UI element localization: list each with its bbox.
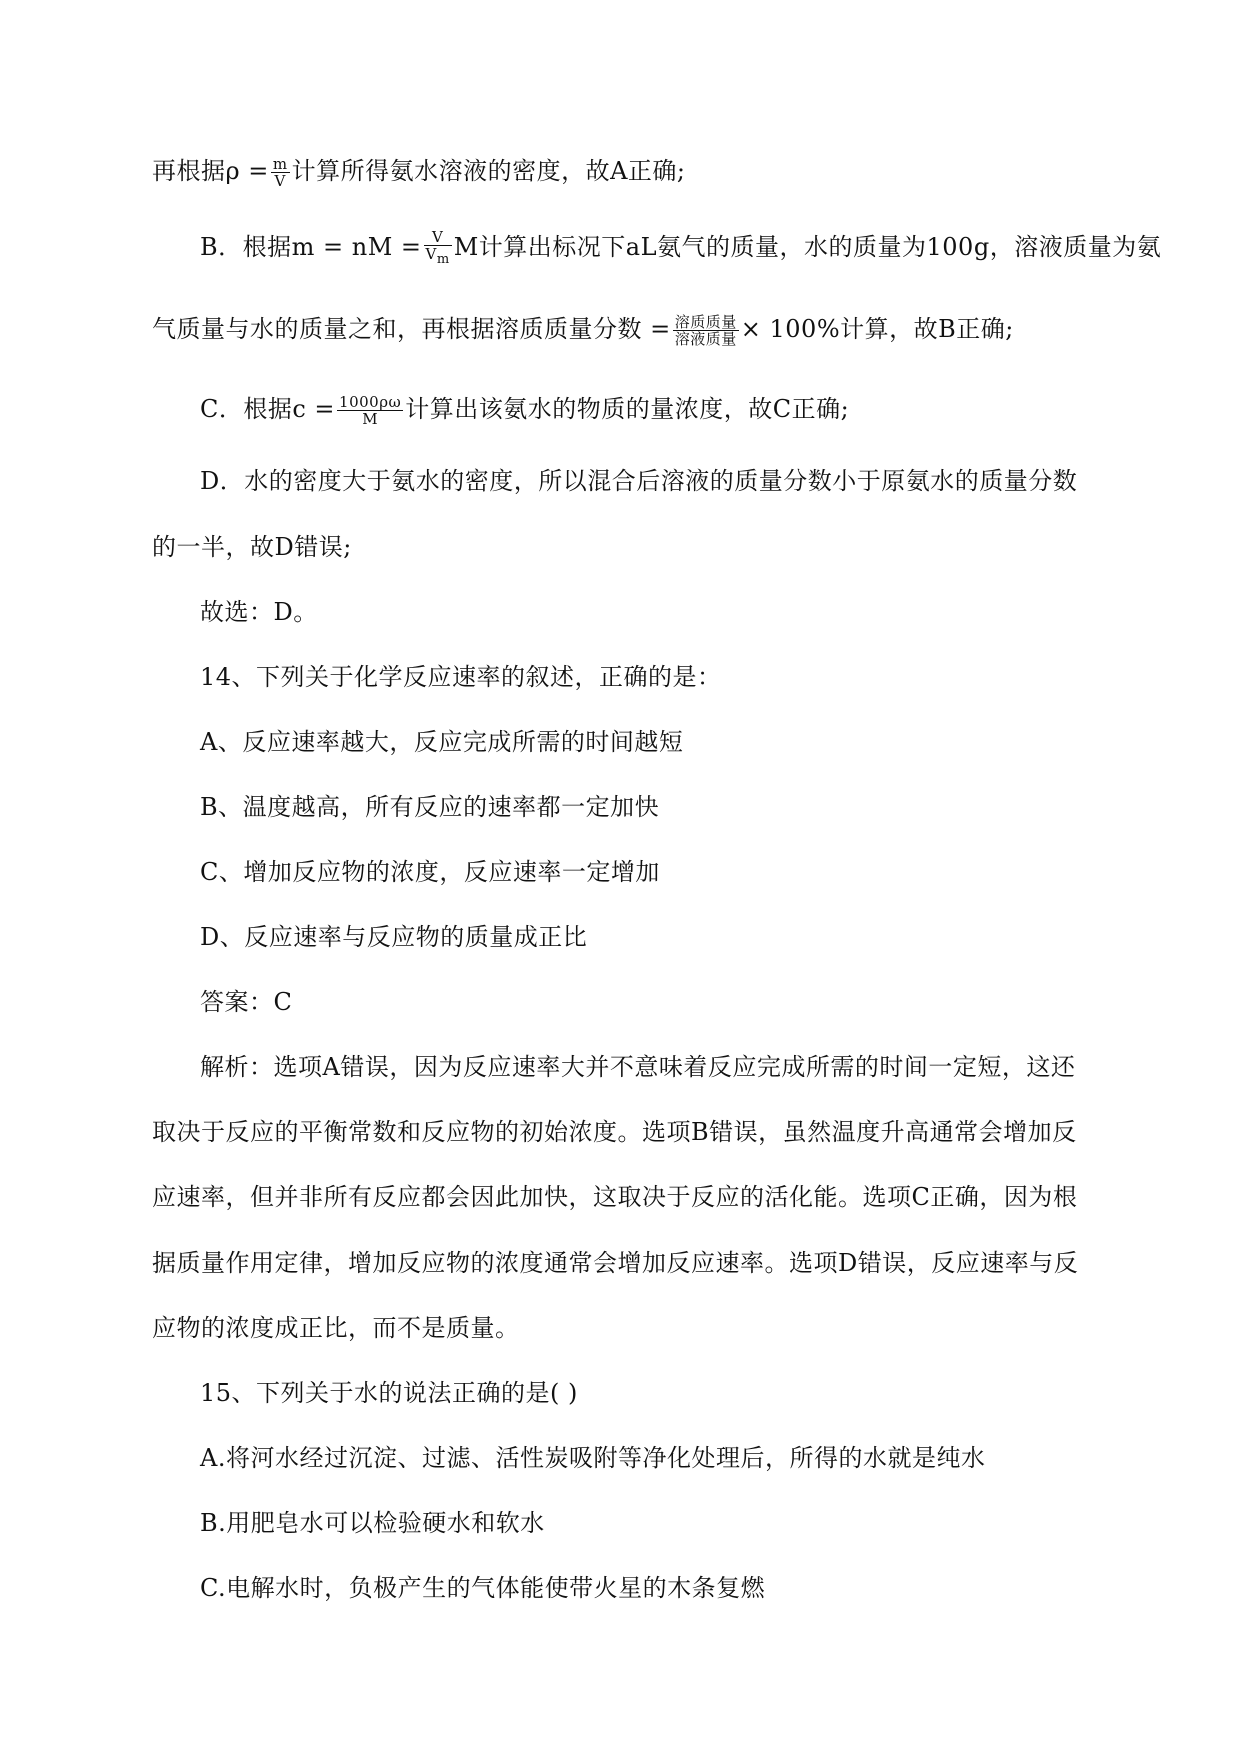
- text-fragment: 气质量与水的质量之和，再根据溶质质量分数 =: [152, 315, 671, 343]
- text-line-6: 的一半，故D错误;: [152, 533, 352, 561]
- analysis-line-4: 据质量作用定律，增加反应物的浓度通常会增加反应速率。选项D错误，反应速率与反: [152, 1249, 1079, 1277]
- fraction-numerator: 1000ρω: [339, 393, 402, 411]
- fraction-denominator: V: [274, 172, 286, 190]
- text-fragment: C．根据c =: [200, 395, 336, 423]
- fraction-numerator: 溶质质量: [674, 313, 737, 331]
- option-c: C、增加反应物的浓度，反应速率一定增加: [200, 858, 660, 886]
- option-b: B、温度越高，所有反应的速率都一定加快: [200, 793, 660, 821]
- fraction-denominator: 溶液质量: [674, 330, 737, 348]
- option-a: A、反应速率越大，反应完成所需的时间越短: [200, 728, 684, 756]
- fraction-v-over-vm: [424, 229, 452, 268]
- fraction-m-over-v: [271, 156, 290, 189]
- text-fragment: 再根据ρ =: [152, 157, 269, 185]
- analysis-line-2: 取决于反应的平衡常数和反应物的初始浓度。选项B错误，虽然温度升高通常会增加反: [152, 1118, 1077, 1146]
- option-15-b: B.用肥皂水可以检验硬水和软水: [200, 1509, 545, 1537]
- fraction-numerator: m: [272, 155, 288, 173]
- text-fragment: B．根据m = nM =: [200, 233, 422, 261]
- fraction-denominator: M: [362, 410, 379, 428]
- option-15-a: A.将河水经过沉淀、过滤、活性炭吸附等净化处理后，所得的水就是纯水: [200, 1444, 986, 1472]
- text-fragment: 计算所得氨水溶液的密度，故A正确;: [291, 157, 686, 185]
- fraction-denominator: [424, 246, 452, 268]
- fraction-numerator: V: [424, 229, 452, 246]
- denominator-subscript: m: [436, 252, 450, 267]
- fraction-mass-fraction: [673, 314, 739, 347]
- option-d: D、反应速率与反应物的质量成正比: [200, 923, 588, 951]
- text-line-4: [200, 394, 1092, 427]
- text-line-7: 故选：D。: [200, 598, 318, 626]
- text-fragment: M计算出标况下aL氨气的质量，水的质量为100g，溶液质量为氨: [453, 233, 1162, 261]
- text-line-5: D．水的密度大于氨水的密度，所以混合后溶液的质量分数小于原氨水的质量分数: [200, 467, 1078, 495]
- text-fragment: × 100%计算，故B正确;: [740, 315, 1014, 343]
- analysis-line-3: 应速率，但并非所有反应都会因此加快，这取决于反应的活化能。选项C正确，因为根: [152, 1183, 1078, 1211]
- question-14-title: 14、下列关于化学反应速率的叙述，正确的是：: [200, 663, 722, 691]
- denominator-base: V: [425, 245, 437, 263]
- question-15-title: 15、下列关于水的说法正确的是( ): [200, 1379, 578, 1407]
- text-line-1: [152, 156, 1092, 189]
- analysis-line-5: 应物的浓度成正比，而不是质量。: [152, 1314, 520, 1342]
- answer-line: 答案：C: [200, 988, 293, 1016]
- option-15-c: C.电解水时，负极产生的气体能使带火星的木条复燃: [200, 1574, 766, 1602]
- fraction-concentration: [337, 394, 403, 427]
- text-fragment: 计算出该氨水的物质的量浓度，故C正确;: [405, 395, 850, 423]
- analysis-line-1: 解析：选项A错误，因为反应速率大并不意味着反应完成所需的时间一定短，这还: [200, 1053, 1076, 1081]
- text-line-2: [200, 228, 1162, 268]
- text-line-3: [152, 314, 1092, 347]
